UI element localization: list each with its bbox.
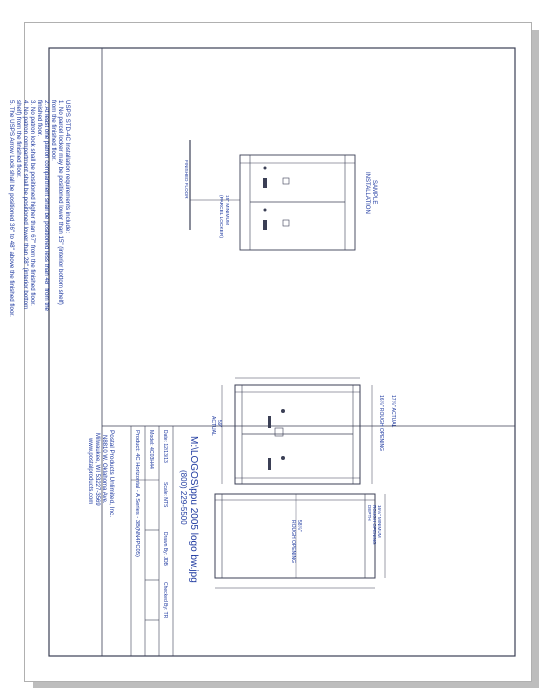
title-model: Model: 4C03H44 — [148, 430, 154, 469]
note-line: 5. The USPS Arrow Lock shall be positioned 36" to 48" above the finished floor. — [8, 100, 15, 317]
note-line: 1. No parcel locker may be positioned lower than 15" (interior bottom shelf) — [57, 100, 64, 305]
sample-installation — [190, 140, 355, 250]
sample-label: SAMPLE — [371, 180, 377, 205]
side-width: 58⅞" — [296, 520, 302, 532]
side-depth-2: ROUGH OPENING — [372, 505, 377, 545]
title-date: Date: 12/13/13 — [162, 430, 168, 463]
sample-dim-2: (PARCEL LOCKER) — [218, 195, 223, 238]
note-line: 3. No patron lock shall be positioned higher than 67" from the finished floor. — [29, 100, 36, 306]
notes-block — [8, 100, 71, 317]
drawing-border — [49, 48, 515, 656]
side-depth-3: DEPTH — [367, 505, 372, 521]
note-line: 4. No patron compartment shall be positioned lower than 28" (interior bottom — [22, 100, 29, 310]
note-line: shelf) from the finished floor. — [15, 100, 22, 178]
note-line: finished floor. — [36, 100, 43, 137]
notes-title: USPS STD-4C Installation requirements include: — [64, 100, 71, 234]
front-width: 59" — [216, 420, 222, 428]
logo-placeholder: M:\LOGOS\ppu 2005 logo bw.jpg — [188, 436, 199, 583]
front-height-actual: 17⅞" ACTUAL — [390, 395, 396, 428]
company-city: Milwaukee, WI 53227-3569 — [94, 433, 100, 506]
note-line: 2. At least one patron compartment shall be positioned less than 48" from the — [43, 100, 50, 311]
title-scale: Scale: NTS — [162, 482, 168, 508]
company-web: www.postalproducts.com — [87, 438, 93, 505]
company-info — [87, 430, 115, 517]
side-depth: 16⅛" MINIMUM — [377, 505, 382, 538]
title-drawn-by: Drawn By: JDB — [162, 532, 168, 566]
sample-label-2: INSTALLATION — [364, 172, 370, 214]
note-line: from the finished floor. — [50, 100, 57, 161]
front-width-2: ACTUAL — [210, 416, 216, 436]
side-view — [215, 494, 385, 588]
sample-dim: 15" MINIMUM — [224, 195, 229, 225]
company-name: Postal Products Unlimited, Inc. — [108, 430, 115, 518]
finished-floor-label: FINISHED FLOOR — [184, 160, 189, 199]
company-address: N8810 W. Oklahoma Ave. — [101, 435, 107, 504]
side-width-2: ROUGH OPENING — [290, 520, 296, 564]
front-height-rough: 16⅞" ROUGH OPENING — [378, 395, 384, 451]
title-product: Product: 4C Horizontal - A Series - 3B(NN4PC05) — [134, 430, 140, 557]
company-phone: (800) 229-5500 — [179, 470, 188, 525]
title-checked-by: Checked By: TR — [162, 582, 168, 619]
front-view — [222, 378, 372, 484]
